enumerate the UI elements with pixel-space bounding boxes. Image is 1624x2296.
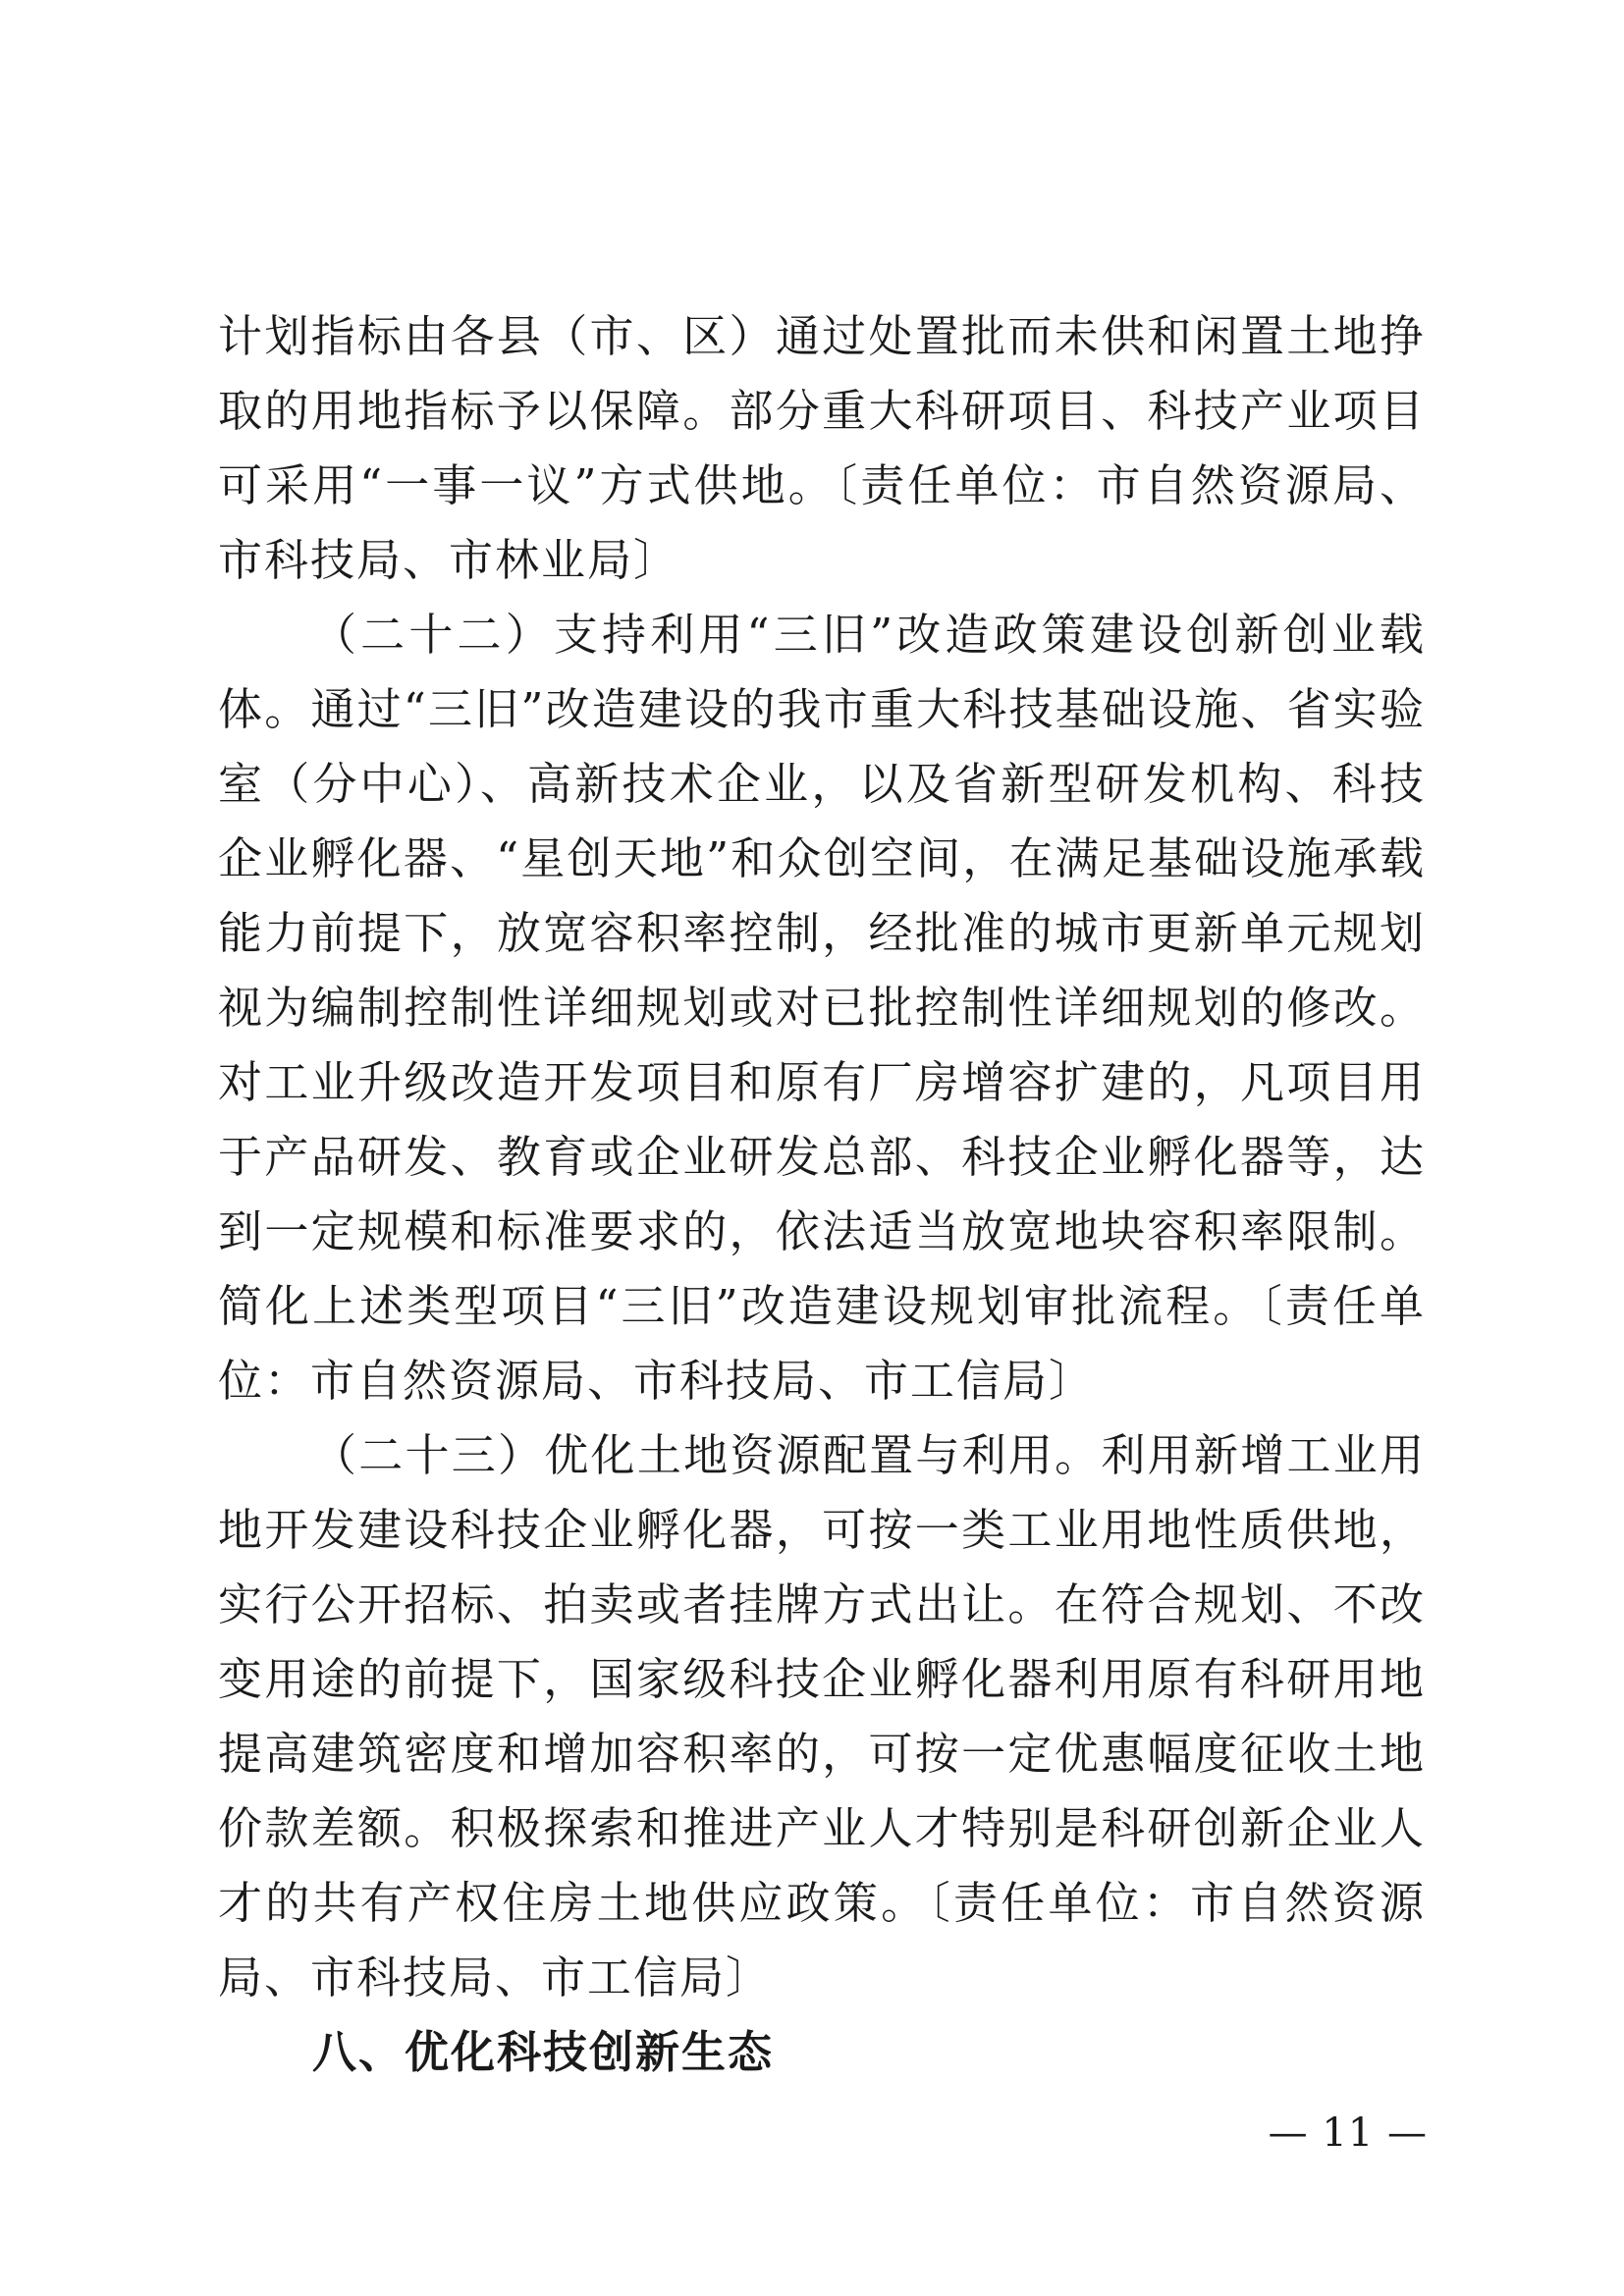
document-body	[218, 299, 1426, 2090]
paragraph-item-23: （二十三）优化土地资源配置与利用。利用新增工业用地开发建设科技企业孵化器，可按一类工业用地性质供地，实行公开招标、拍卖或者挂牌方式出让。在符合规划、不改变用途的前提下，国家级科技企业孵化器利用原有科研用地提高建筑密度和增加容积率的，可按一定优惠幅度征收土地价款差额。积极探索和推进产业人才特别是科研创新企业人才的共有产权住房土地供应政策。〔责任单位：市自然资源局、市科技局、市工信局〕	[218, 1429, 1426, 2003]
page-number: — 11 —	[1268, 2110, 1428, 2156]
paragraph-item-22: （二十二）支持利用“三旧”改造政策建设创新创业载体。通过“三旧”改造建设的我市重大科技基础设施、省实验室（分中心）、高新技术企业，以及省新型研发机构、科技企业孵化器、“星创天地”和众创空间，在满足基础设施承载能力前提下，放宽容积率控制，经批准的城市更新单元规划视为编制控制性详细规划或对已批控制性详细规划的修改。对工业升级改造开发项目和原有厂房增容扩建的，凡项目用于产品研发、教育或企业研发总部、科技企业孵化器等，达到一定规模和标准要求的，依法适当放宽地块容积率限制。简化上述类型项目“三旧”改造建设规划审批流程。〔责任单位：市自然资源局、市科技局、市工信局〕	[218, 609, 1426, 1407]
section-heading: 八、优化科技创新生态	[312, 2026, 775, 2078]
paragraph-land-quota: 计划指标由各县（市、区）通过处置批而未供和闲置土地挣取的用地指标予以保障。部分重大科研项目、科技产业项目可采用“一事一议”方式供地。〔责任单位：市自然资源局、市科技局、市林业局〕	[218, 310, 1426, 586]
